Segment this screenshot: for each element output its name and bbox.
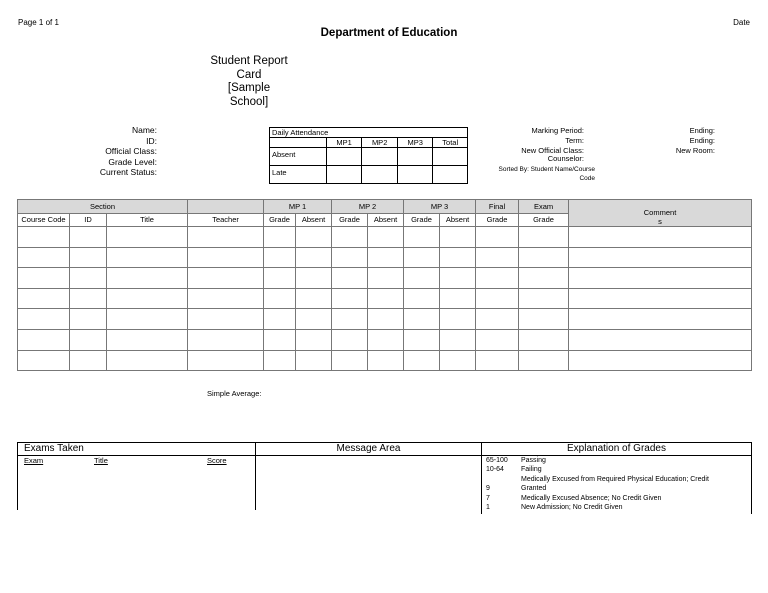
mp1-absent-header: Absent xyxy=(296,213,332,227)
final-header: Final xyxy=(476,200,519,214)
title-col: Title xyxy=(94,456,108,465)
final-grade-header: Grade xyxy=(476,213,519,227)
grades-table xyxy=(17,199,752,371)
exam-header: Exam xyxy=(519,200,569,214)
explanation-list xyxy=(486,456,709,512)
grade-level-label: Grade Level: xyxy=(108,156,157,167)
exam-col: Exam xyxy=(24,456,44,465)
table-row xyxy=(18,288,752,309)
mp3-grade-header: Grade xyxy=(404,213,440,227)
list-item: 7 Medically Excused Absence; No Credit Given xyxy=(486,494,662,502)
message-area-title: Message Area xyxy=(256,443,481,456)
mp3-absent-header: Absent xyxy=(440,213,476,227)
attendance-col: MP3 xyxy=(397,138,433,148)
official-class-label: Official Class: xyxy=(105,146,157,157)
list-item: Medically Excused from Required Physical Education; Credit xyxy=(521,475,709,483)
table-row xyxy=(18,350,752,371)
attendance-row-label: Late xyxy=(270,166,327,184)
mp2-absent-header: Absent xyxy=(368,213,404,227)
report-title: Student Report Card [Sample School] xyxy=(210,55,288,108)
teacher-header: Teacher xyxy=(188,213,264,227)
department-title: Department of Education xyxy=(320,27,458,39)
student-fields xyxy=(40,125,157,178)
explanation-box xyxy=(481,442,752,514)
date-label: Date xyxy=(733,18,750,27)
comments-header: Comment s xyxy=(569,200,752,227)
attendance-title: Daily Attendance xyxy=(270,128,468,138)
message-area-box xyxy=(255,442,482,510)
list-item: 65-100 Passing xyxy=(486,457,546,464)
sorted-by-label: Sorted By: Student Name/Course Code xyxy=(498,166,595,182)
course-code-header: Course Code xyxy=(18,213,70,227)
marking-period-label: Marking Period: xyxy=(531,126,584,135)
list-item: 10-64 Failing xyxy=(486,466,542,474)
title-header: Title xyxy=(107,213,188,227)
ending-label-2: Ending: xyxy=(689,136,715,145)
ending-label-1: Ending: xyxy=(689,126,715,135)
page-number: Page 1 of 1 xyxy=(18,18,59,27)
list-item: 9 Granted xyxy=(486,485,547,493)
mp1-header: MP 1 xyxy=(264,200,332,214)
exam-grade-header: Grade xyxy=(519,213,569,227)
list-item: 1 New Admission; No Credit Given xyxy=(486,504,623,512)
simple-average-label: Simple Average: xyxy=(207,389,262,398)
attendance-row-label: Absent xyxy=(270,148,327,166)
exams-taken-box xyxy=(17,442,256,510)
mp2-header: MP 2 xyxy=(332,200,404,214)
table-row xyxy=(18,268,752,289)
new-room-label: New Room: xyxy=(675,146,715,155)
name-label: Name: xyxy=(131,125,157,135)
id-header: ID xyxy=(70,213,107,227)
attendance-table xyxy=(269,127,468,184)
term-label: Term: xyxy=(565,136,584,145)
table-row xyxy=(18,227,752,248)
exams-taken-title: Exams Taken xyxy=(18,443,255,456)
attendance-col: MP2 xyxy=(362,138,398,148)
attendance-col: MP1 xyxy=(326,138,362,148)
section-header: Section xyxy=(18,200,188,214)
id-label: ID: xyxy=(146,135,157,146)
explanation-title: Explanation of Grades xyxy=(482,443,751,456)
new-official-class-label: New Official Class: xyxy=(521,146,584,155)
score-col: Score xyxy=(207,456,227,465)
mp2-grade-header: Grade xyxy=(332,213,368,227)
current-status-label: Current Status: xyxy=(99,167,157,178)
attendance-col: Total xyxy=(433,138,468,148)
table-row xyxy=(18,309,752,330)
table-row xyxy=(18,247,752,268)
mp3-header: MP 3 xyxy=(404,200,476,214)
table-row xyxy=(18,329,752,350)
mp1-grade-header: Grade xyxy=(264,213,296,227)
counselor-label: Counselor: xyxy=(547,154,584,163)
